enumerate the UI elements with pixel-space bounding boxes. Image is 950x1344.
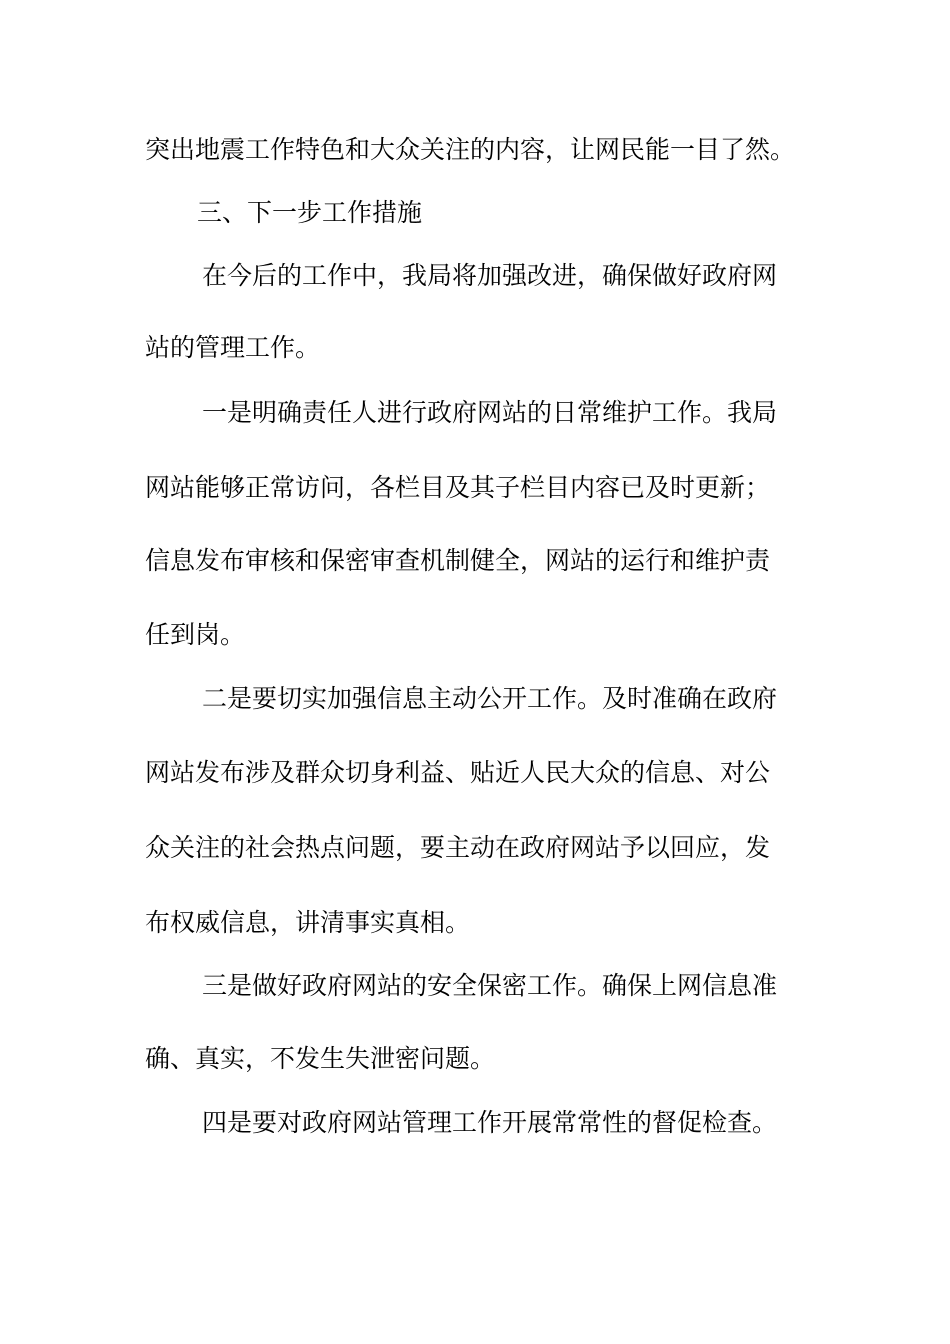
paragraph-line: 布权威信息，讲清事实真相。 xyxy=(145,908,471,937)
paragraph-line: 信息发布审核和保密审查机制健全，网站的运行和维护责 xyxy=(145,546,771,575)
paragraph-line: 二是要切实加强信息主动公开工作。及时准确在政府 xyxy=(202,684,778,713)
paragraph-continuation-line: 突出地震工作特色和大众关注的内容，让网民能一目了然。 xyxy=(145,135,796,164)
paragraph-line: 任到岗。 xyxy=(145,620,246,649)
paragraph-line: 一是明确责任人进行政府网站的日常维护工作。我局 xyxy=(202,398,778,427)
paragraph-line: 众关注的社会热点问题，要主动在政府网站予以回应，发 xyxy=(145,833,771,862)
section-heading: 三、下一步工作措施 xyxy=(197,198,423,227)
paragraph-line: 站的管理工作。 xyxy=(145,333,321,362)
paragraph-line: 网站发布涉及群众切身利益、贴近人民大众的信息、对公 xyxy=(145,758,771,787)
paragraph-line: 确、真实，不发生失泄密问题。 xyxy=(145,1044,496,1073)
paragraph-line: 网站能够正常访问，各栏目及其子栏目内容已及时更新； xyxy=(145,473,771,502)
paragraph-line: 三是做好政府网站的安全保密工作。确保上网信息准 xyxy=(202,971,778,1000)
paragraph-line: 在今后的工作中，我局将加强改进，确保做好政府网 xyxy=(202,261,778,290)
paragraph-line: 四是要对政府网站管理工作开展常常性的督促检查。 xyxy=(202,1108,778,1137)
